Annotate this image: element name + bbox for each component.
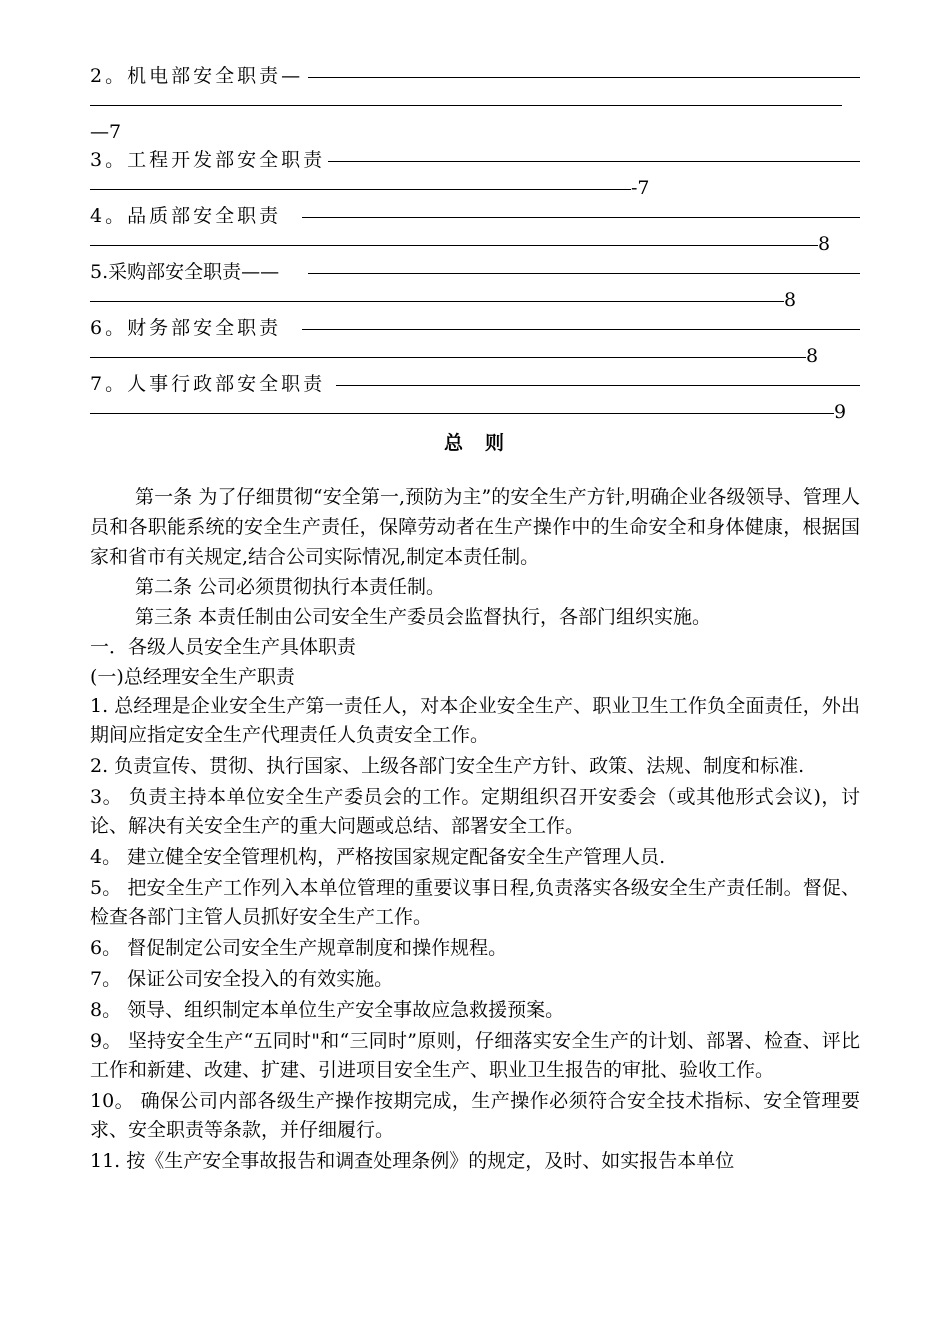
duty-item: 11. 按《生产安全事故报告和调查处理条例》的规定，及时、如实报告本单位: [90, 1150, 735, 1172]
toc-page-number: 8: [818, 230, 830, 258]
leader-line: [90, 189, 638, 190]
toc-label: 3。工程开发部安全职责: [90, 149, 326, 171]
toc-label: 5.采购部安全职责——: [90, 261, 280, 283]
document-page: [90, 62, 860, 1178]
toc-entry[interactable]: [90, 370, 860, 426]
section-heading: 总则: [443, 432, 526, 454]
toc-page-number: -7: [631, 174, 650, 202]
leader-line: [90, 301, 784, 302]
duty-item: 3。 负责主持本单位安全生产委员会的工作。定期组织召开安委会（或其他形式会议)，讨论、解决有关安全生产的重大问题或总结、部署安全工作。: [90, 786, 860, 837]
leader-line: [90, 245, 818, 246]
toc-page-number: —7: [90, 121, 122, 143]
leader-line: [302, 329, 860, 330]
duty-item: 7。 保证公司安全投入的有效实施。: [90, 968, 394, 990]
leader-line: [90, 413, 834, 414]
leader-line: [328, 161, 860, 162]
leader-line: [90, 357, 806, 358]
toc-label: 6。财务部安全职责: [90, 317, 282, 339]
duty-item: 1. 总经理是企业安全生产第一责任人，对本企业安全生产、职业卫生工作负全面责任，外出期间应指定安全生产代理责任人负责安全工作。: [90, 695, 860, 746]
subsection-title: (一)总经理安全生产职责: [90, 666, 295, 688]
leader-line: [308, 77, 860, 78]
leader-line: [302, 217, 860, 218]
toc-label: 7。人事行政部安全职责: [90, 373, 326, 395]
toc-entry[interactable]: [90, 146, 860, 202]
duty-item: 9。 坚持安全生产“五同时"和“三同时”原则，仔细落实安全生产的计划、部署、检查、评比工作和新建、改建、扩建、引进项目安全生产、职业卫生报告的审批、验收工作。: [90, 1030, 860, 1081]
duty-item: 4。 建立健全安全管理机构，严格按国家规定配备安全生产管理人员.: [90, 846, 666, 868]
duty-item: 6。 督促制定公司安全生产规章制度和操作规程。: [90, 937, 508, 959]
duty-item: 2. 负责宣传、贯彻、执行国家、上级各部门安全生产方针、政策、法规、制度和标准.: [90, 755, 805, 777]
leader-line: [308, 273, 860, 274]
leader-line: [90, 105, 842, 106]
leader-line: [336, 385, 860, 386]
toc-page-number: 8: [784, 286, 796, 314]
toc-entry[interactable]: [90, 314, 860, 370]
toc-entry[interactable]: [90, 202, 860, 258]
toc-entry[interactable]: [90, 62, 860, 146]
duty-item: 5。 把安全生产工作列入本单位管理的重要议事日程,负责落实各级安全生产责任制。督促、检查各部门主管人员抓好安全生产工作。: [90, 877, 860, 928]
toc-label: 4。品质部安全职责: [90, 205, 282, 227]
toc-page-number: 8: [806, 342, 818, 370]
section-title: 一．各级人员安全生产具体职责: [90, 636, 357, 658]
duty-item: 10。 确保公司内部各级生产操作按期完成，生产操作必须符合安全技术指标、安全管理要求、安全职责等条款，并仔细履行。: [90, 1090, 860, 1141]
article-paragraph: 第一条 为了仔细贯彻“安全第一,预防为主”的安全生产方针,明确企业各级领导、管理人员和各职能系统的安全生产责任，保障劳动者在生产操作中的生命安全和身体健康，根据国家和省市有关规定,结合公司实际情况,制定本责任制。: [90, 486, 860, 568]
duty-item: 8。 领导、组织制定本单位生产安全事故应急救援预案。: [90, 999, 565, 1021]
article-paragraph: 第三条 本责任制由公司安全生产委员会监督执行，各部门组织实施。: [135, 606, 712, 628]
toc-page-number: 9: [834, 398, 846, 426]
toc-entry[interactable]: [90, 258, 860, 314]
article-paragraph: 第二条 公司必须贯彻执行本责任制。: [135, 576, 446, 598]
toc-label: 2。机电部安全职责—: [90, 65, 304, 87]
